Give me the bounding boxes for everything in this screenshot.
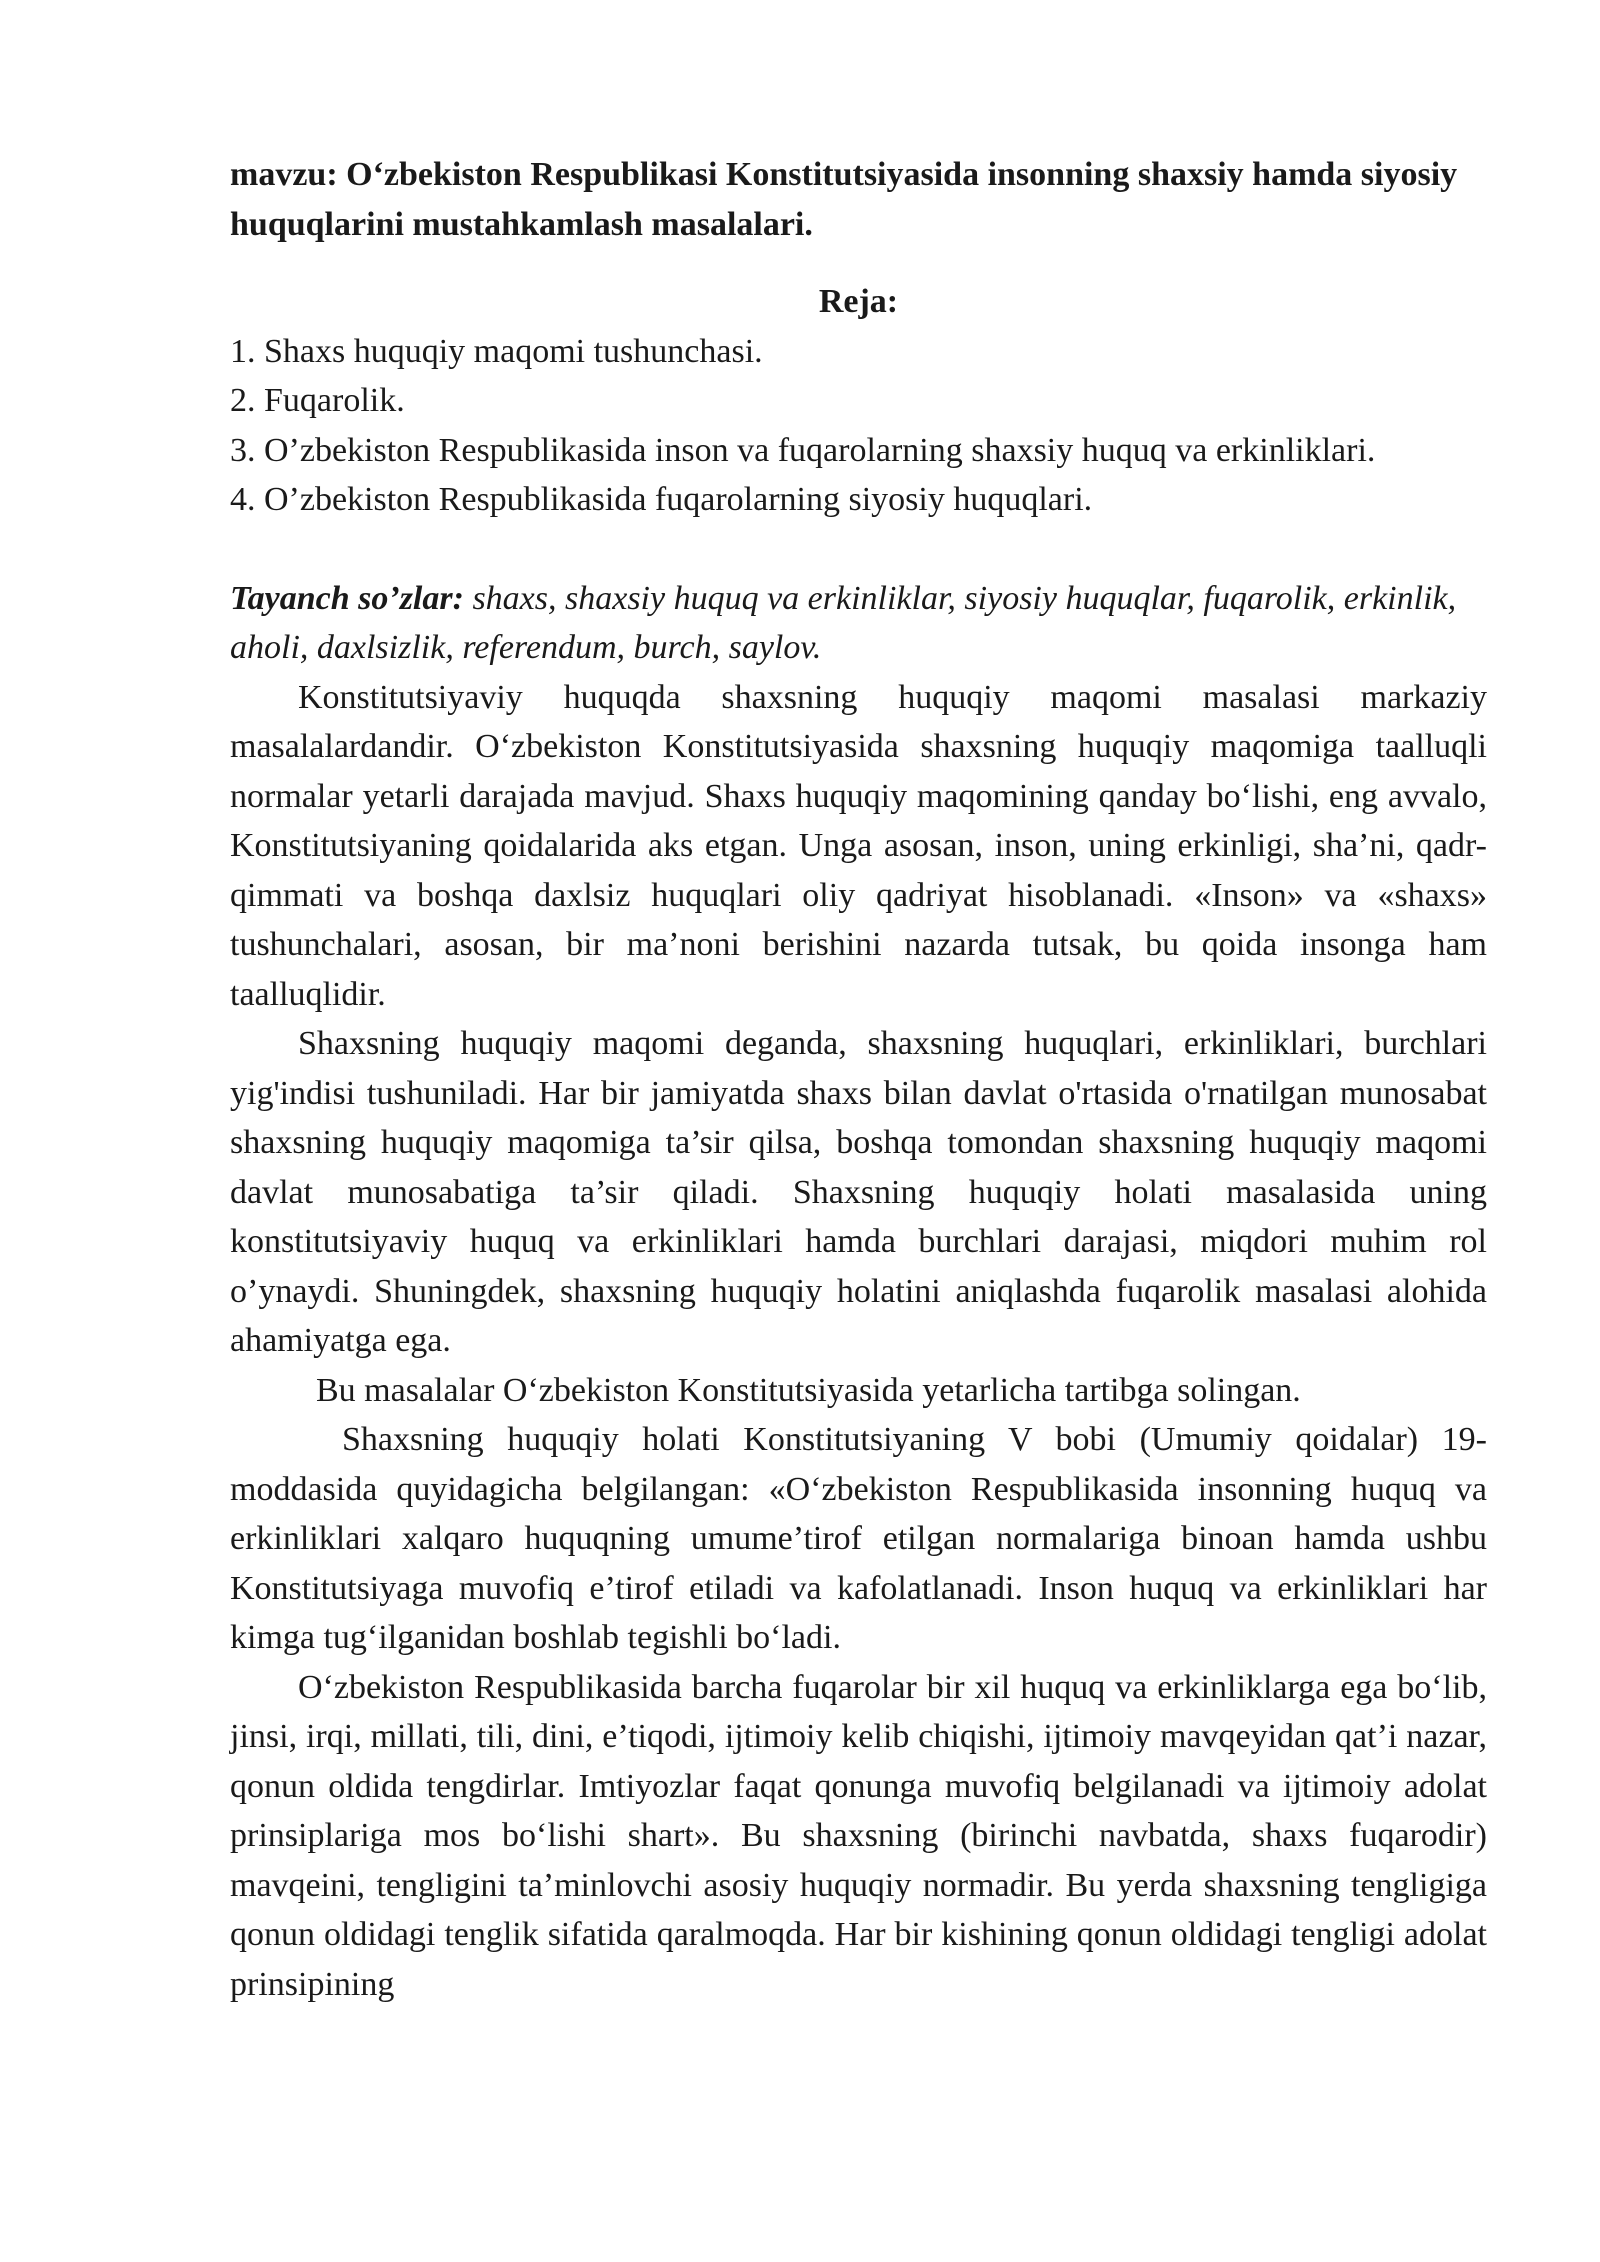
document-title: mavzu: O‘zbekiston Respublikasi Konstitutsiyasida insonning shaxsiy hamda siyosiy huquqlarini mustahkamlash masalalari. bbox=[230, 156, 1458, 243]
body-paragraph-4: Shaxsning huquqiy holati Konstitutsiyaning V bobi (Umumiy qoidalar) 19-moddasida quyidagicha belgilangan: «O‘zbekiston Respublikasida insonning huquq va erkinliklari xalqaro huquqning umume’tirof etilgan normalariga binoan hamda ushbu Konstitutsiyaga muvofiq e’tirof etiladi va kafolatlanadi. Inson huquq va erkinliklari har kimga tug‘ilganidan boshlab tegishli bo‘ladi. bbox=[230, 1421, 1487, 1656]
keywords-text: shaxs, shaxsiy huquq va erkinliklar, siyosiy huquqlar, fuqarolik, erkinlik, aholi, daxlsizlik, referendum, burch, saylov. bbox=[230, 579, 1457, 666]
keywords-label: Tayanch so’zlar: bbox=[230, 579, 464, 617]
body-paragraph-1: Konstitutsiyaviy huquqda shaxsning huquqiy maqomi masalasi markaziy masalalardandir. O‘zbekiston Konstitutsiyasida shaxsning huquqiy maqomiga taalluqli normalar yetarli darajada mavjud. Shaxs huquqiy maqomining qanday bo‘lishi, eng avvalo, Konstitutsiyaning qoidalarida aks etgan. Unga asosan, inson, uning erkinligi, sha’ni, qadr-qimmati va boshqa daxlsiz huquqlari oliy qadriyat hisoblanadi. «Inson» va «shaxs» tushunchalari, asosan, bir ma’noni berishini nazarda tutsak, bu qoida insonga ham taalluqlidir. bbox=[230, 678, 1487, 1013]
body-paragraph-3: Bu masalalar O‘zbekiston Konstitutsiyasida yetarlicha tartibga solingan. bbox=[316, 1371, 1301, 1409]
body-paragraph-5: O‘zbekiston Respublikasida barcha fuqarolar bir xil huquq va erkinliklarga ega bo‘lib, jinsi, irqi, millati, tili, dini, e’tiqodi, ijtimoiy kelib chiqishi, ijtimoiy mavqeyidan qat’i nazar, qonun oldida tengdirlar. Imtiyozlar faqat qonunga muvofiq belgilanadi va ijtimoiy adolat prinsiplariga mos bo‘lishi shart». Bu shaxsning (birinchi navbatda, shaxs fuqarodir) mavqeini, tengligini ta’minlovchi asosiy huquqiy normadir. Bu yerda shaxsning tengligiga qonun oldidagi tenglik sifatida qaralmoqda. Har bir kishining qonun oldidagi tengligi adolat prinsipining bbox=[230, 1668, 1487, 2003]
plan-heading: Reja: bbox=[818, 283, 899, 320]
plan-item-1: 1. Shaxs huquqiy maqomi tushunchasi. bbox=[230, 332, 763, 370]
plan-item-2: 2. Fuqarolik. bbox=[230, 382, 405, 419]
keywords-paragraph bbox=[230, 574, 1487, 673]
body-paragraph-2: Shaxsning huquqiy maqomi deganda, shaxsning huquqlari, erkinliklari, burchlari yig'indisi tushuniladi. Har bir jamiyatda shaxs bilan davlat o'rtasida o'rnatilgan munosabat shaxsning huquqiy maqomiga ta’sir qilsa, boshqa tomondan shaxsning huquqiy maqomi davlat munosabatiga ta’sir qiladi. Shaxsning huquqiy holati masalasida uning konstitutsiyaviy huquq va erkinliklari hamda burchlari darajasi, miqdori muhim rol o’ynaydi. Shuningdek, shaxsning huquqiy holatini aniqlashda fuqarolik masalasi alohida ahamiyatga ega. bbox=[230, 1025, 1487, 1359]
plan-item-3: 3. O’zbekiston Respublikasida inson va fuqarolarning shaxsiy huquq va erkinliklari. bbox=[230, 431, 1376, 469]
plan-item-4: 4. O’zbekiston Respublikasida fuqarolarning siyosiy huquqlari. bbox=[230, 481, 1093, 518]
document-page bbox=[230, 150, 1487, 2009]
spacer bbox=[230, 249, 1487, 277]
spacer bbox=[230, 525, 1487, 574]
